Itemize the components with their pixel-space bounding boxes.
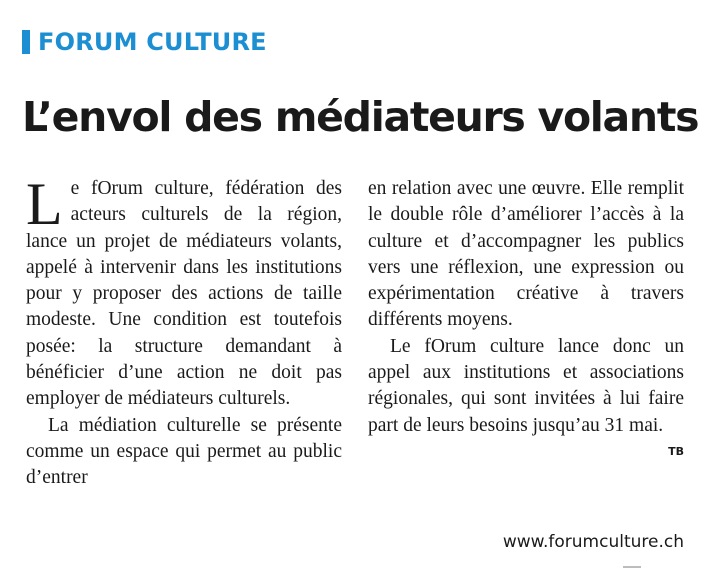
section-marker [22,30,30,54]
drop-cap: L [26,171,63,237]
paragraph-1 [26,171,342,413]
author-signature: TB [668,444,684,458]
headline: L’envol des médiateurs volants [22,93,699,141]
paragraph-2-end: en relation avec une œuvre. Elle remplit le double rôle d’améliorer l’accès à la culture et d’accompagner les publics vers une réflexion, une expression ou expérimentation créative à travers différents moyens. [368,178,684,331]
website-url: www.forumculture.ch [502,532,684,552]
section-header [22,27,267,57]
page-edge-mark [623,566,641,568]
section-label: FORUM CULTURE [38,28,267,56]
column-left [26,171,342,492]
paragraph-2-start: La médiation culturelle se présente comme un espace qui permet au public d’entrer [26,414,342,489]
paragraph-3-text: Le fOrum culture lance donc un appel aux institutions et associations régionales, qui sont invitées à lui faire part de leurs besoins jusqu’au 31 mai. [368,335,684,436]
column-right [368,176,684,465]
paragraph-3 [368,334,684,458]
paragraph-1-text: e fOrum culture, fédération des acteurs culturels de la région, lance un projet de médiateurs volants, appelé à intervenir dans les institutions pour y proposer des actions de taille modeste. Une condition est toutefois posée: la structure demandant à bénéficier d’une action ne doit pas employer de médiateurs culturels. [26,178,342,410]
